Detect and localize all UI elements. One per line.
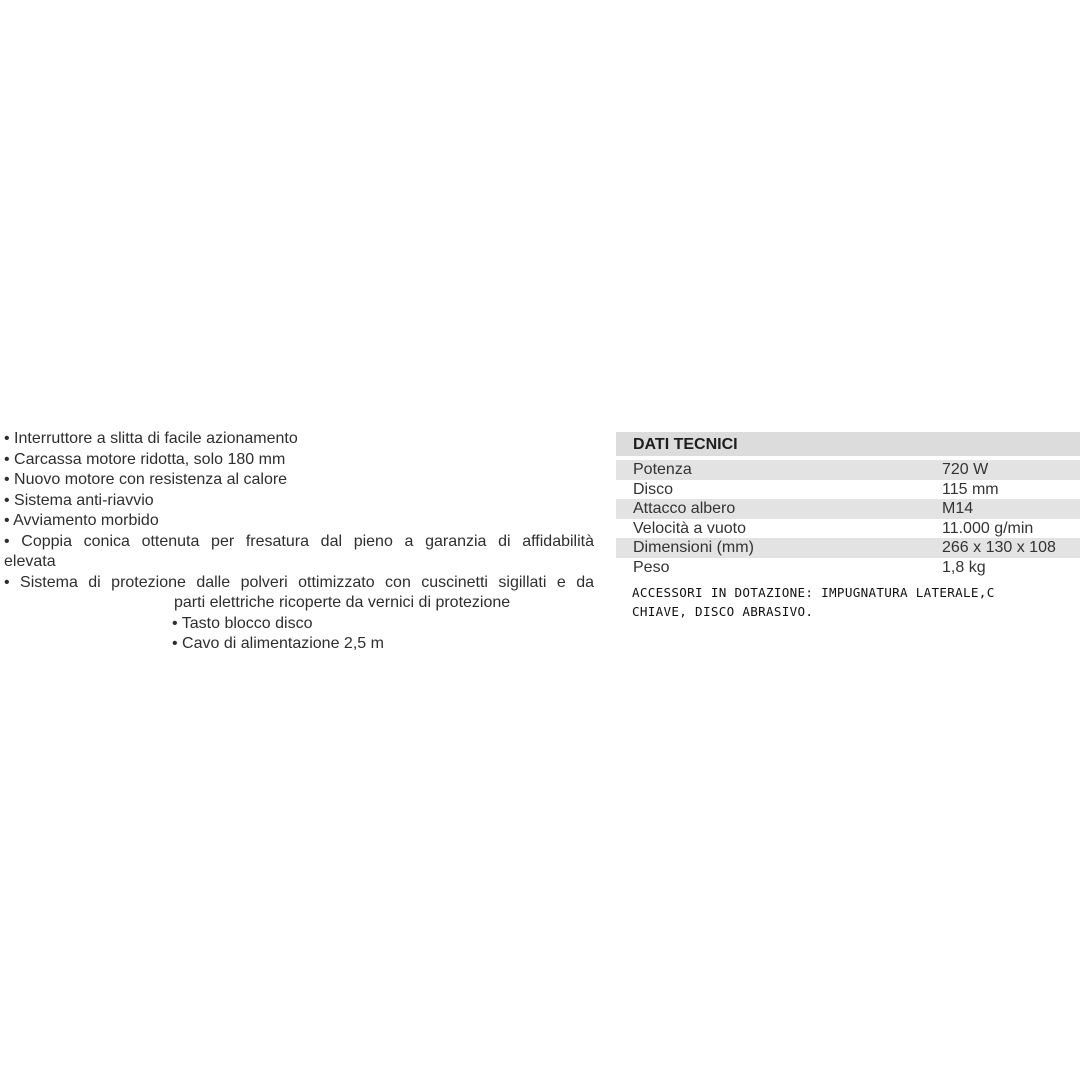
spec-row [616, 538, 1080, 558]
feature-item: • Interruttore a slitta di facile azionamento [4, 430, 298, 447]
feature-item: • Coppia conica ottenuta per fresatura dal pieno a garanzia di affidabilità [4, 532, 594, 550]
feature-list [4, 429, 594, 655]
tech-specs-table [616, 432, 1080, 577]
spec-value: M14 [942, 500, 974, 517]
feature-item: • Avviamento morbido [4, 512, 159, 529]
feature-item-continuation: elevata [4, 553, 56, 570]
spec-value: 1,8 kg [942, 558, 986, 576]
spec-label: Dimensioni (mm) [633, 539, 754, 556]
feature-item: • Cavo di alimentazione 2,5 m [172, 635, 384, 652]
spec-value: 11.000 g/min [942, 519, 1034, 537]
accessories-line: ACCESSORI IN DOTAZIONE: IMPUGNATURA LATERALE,C [632, 585, 995, 600]
feature-item: • Sistema di protezione dalle polveri ottimizzato con cuscinetti sigillati e da [4, 573, 594, 591]
feature-item: • Carcassa motore ridotta, solo 180 mm [4, 450, 286, 468]
tech-specs-title: DATI TECNICI [616, 432, 1080, 456]
feature-item: • Nuovo motore con resistenza al calore [4, 471, 288, 488]
spec-value: 115 mm [942, 480, 999, 498]
accessories-line: CHIAVE, DISCO ABRASIVO. [632, 604, 814, 619]
spec-value: 720 W [942, 461, 989, 478]
spec-value: 266 x 130 x 108 [942, 539, 1056, 556]
spec-label: Peso [633, 558, 670, 576]
spec-row [616, 480, 1080, 500]
accessories-note [632, 583, 1080, 621]
spec-row [616, 460, 1080, 480]
spec-row [616, 499, 1080, 519]
spec-label: Disco [633, 480, 674, 498]
spec-row [616, 558, 1080, 578]
spec-label: Attacco albero [633, 500, 736, 517]
feature-item-continuation: parti elettriche ricoperte da vernici di protezione [174, 594, 511, 611]
spec-row [616, 519, 1080, 539]
feature-item: • Sistema anti-riavvio [4, 491, 154, 509]
spec-label: Potenza [633, 461, 692, 478]
spec-label: Velocità a vuoto [633, 519, 746, 537]
feature-item: • Tasto blocco disco [172, 614, 313, 632]
